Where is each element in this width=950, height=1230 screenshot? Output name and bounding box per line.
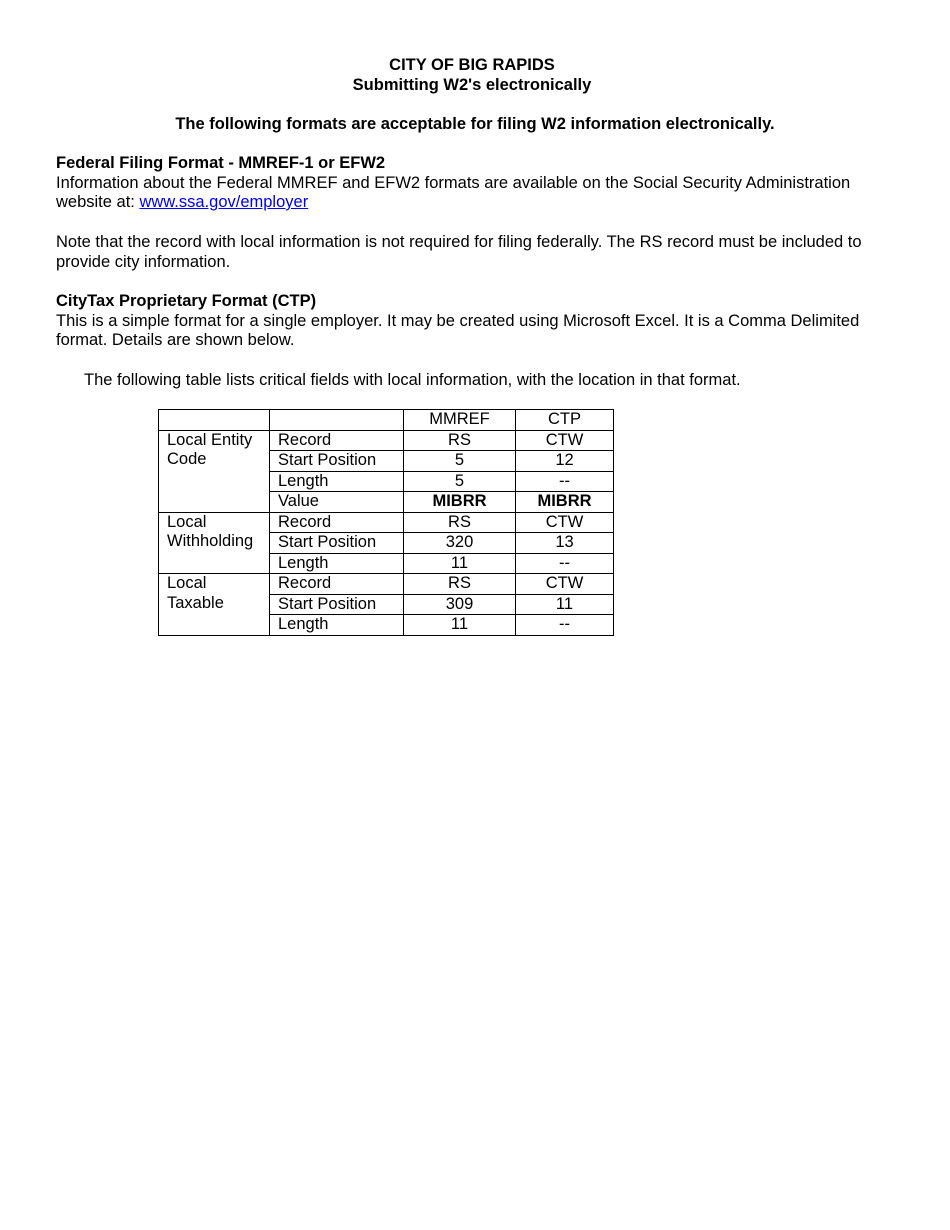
field-cell: Start Position — [270, 451, 404, 472]
header-cell-mmref: MMREF — [404, 410, 516, 431]
note-paragraph: Note that the record with local information is not required for filing federally. The RS record must be included to provide city information. — [56, 233, 862, 271]
federal-heading: Federal Filing Format - MMREF-1 or EFW2 — [56, 154, 386, 172]
table-row — [159, 430, 614, 451]
mmref-cell: RS — [404, 430, 516, 451]
group-label-local-withholding: Local Withholding — [159, 512, 270, 574]
federal-text: Information about the Federal MMREF and EFW2 formats are available on the Social Security Administration website at: — [56, 173, 851, 211]
mmref-cell: 5 — [404, 471, 516, 492]
group-label-local-entity-code: Local Entity Code — [159, 430, 270, 512]
intro-statement: The following formats are acceptable for filing W2 information electronically. — [175, 115, 775, 133]
group-label-local-taxable: Local Taxable — [159, 574, 270, 636]
ctp-cell: -- — [516, 615, 614, 636]
field-cell: Record — [270, 512, 404, 533]
field-cell: Length — [270, 615, 404, 636]
mmref-cell: 309 — [404, 594, 516, 615]
field-cell: Record — [270, 574, 404, 595]
ctp-cell: 11 — [516, 594, 614, 615]
mmref-cell: 5 — [404, 451, 516, 472]
ctp-cell: 13 — [516, 533, 614, 554]
mmref-cell: 11 — [404, 615, 516, 636]
field-cell: Length — [270, 471, 404, 492]
table-header-row — [159, 410, 614, 431]
note-section — [56, 233, 896, 272]
header-cell-field — [270, 410, 404, 431]
ctp-cell: -- — [516, 553, 614, 574]
ssa-employer-link[interactable]: www.ssa.gov/employer — [139, 193, 309, 211]
field-cell: Length — [270, 553, 404, 574]
ctp-paragraph: This is a simple format for a single employer. It may be created using Microsoft Excel. It is a Comma Delimited format. Details are shown below. — [56, 311, 860, 349]
field-cell: Value — [270, 492, 404, 513]
field-cell: Record — [270, 430, 404, 451]
header-cell-ctp: CTP — [516, 410, 614, 431]
format-fields-table — [158, 409, 614, 636]
ctp-cell: -- — [516, 471, 614, 492]
ctp-cell: CTW — [516, 574, 614, 595]
table-row — [159, 574, 614, 595]
federal-paragraph — [56, 174, 896, 213]
mmref-cell: 320 — [404, 533, 516, 554]
ctp-cell: CTW — [516, 430, 614, 451]
mmref-cell: RS — [404, 512, 516, 533]
federal-section — [56, 154, 896, 213]
header-cell-group — [159, 410, 270, 431]
ctp-cell: 12 — [516, 451, 614, 472]
ctp-section — [56, 292, 896, 351]
field-cell: Start Position — [270, 533, 404, 554]
ctp-heading: CityTax Proprietary Format (CTP) — [56, 292, 317, 310]
document-subtitle: Submitting W2's electronically — [352, 76, 592, 94]
field-cell: Start Position — [270, 594, 404, 615]
mmref-cell: 11 — [404, 553, 516, 574]
mmref-cell: MIBRR — [404, 492, 516, 513]
ctp-cell: MIBRR — [516, 492, 614, 513]
ctp-cell: CTW — [516, 512, 614, 533]
document-title: CITY OF BIG RAPIDS — [389, 56, 555, 74]
table-row — [159, 512, 614, 533]
table-intro: The following table lists critical fields with local information, with the location in that format. — [84, 371, 741, 389]
document-header — [0, 56, 944, 96]
mmref-cell: RS — [404, 574, 516, 595]
